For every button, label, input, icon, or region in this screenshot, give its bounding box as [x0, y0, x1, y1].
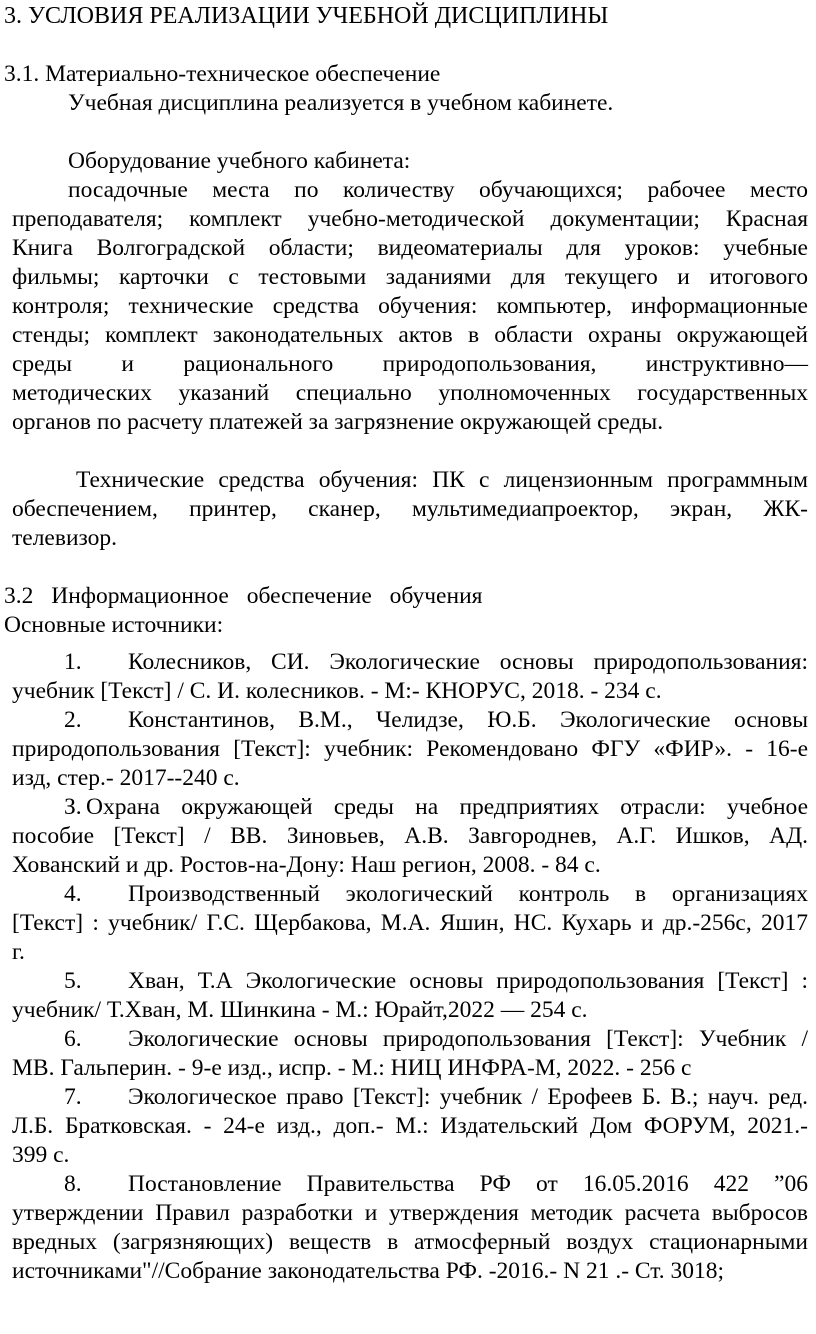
source-line: Константинов, В.М., Челидзе, Ю.Б. Экологические основы [128, 707, 808, 733]
source-item [12, 1083, 808, 1112]
equipment-line: Книга Волгоградской области; видеоматериалы для уроков: учебные [12, 235, 808, 261]
source-line: Хван, Т.А Экологические основы природопользования [Текст] : [128, 968, 808, 994]
equipment-line: среды и рационального природопользования, инструктивно— [12, 351, 808, 377]
source-line: учебник [Текст] / С. И. колесников. - М:- КНОРУС, 2018. - 234 с. [12, 678, 662, 704]
source-number: 8. [64, 1171, 82, 1197]
source-number: 5. [64, 968, 82, 994]
tech-line: обеспечением, принтер, сканер, мультимедиапроектор, экран, ЖК- [12, 496, 808, 522]
material-intro: Учебная дисциплина реализуется в учебном кабинете. [68, 90, 614, 116]
source-line: изд, стер.- 2017--240 с. [12, 765, 240, 791]
source-number: 1. [64, 649, 82, 675]
source-item [12, 648, 808, 677]
info-heading: 3.2 Информационное обеспечение обучения [4, 583, 483, 609]
equipment-line: стенды; комплект законодательных актов в области охраны окружающей [12, 322, 808, 348]
tech-line: Технические средства обучения: ПК с лицензионным программным [76, 467, 808, 493]
section-title: 3. УСЛОВИЯ РЕАЛИЗАЦИИ УЧЕБНОЙ ДИСЦИПЛИНЫ [4, 3, 609, 29]
equipment-line: фильмы; карточки с тестовыми заданиями для текущего и итогового [12, 264, 808, 290]
equipment-line: контроля; технические средства обучения: компьютер, информационные [12, 293, 808, 319]
source-number: 6. [64, 1026, 82, 1052]
source-number: 2. [64, 707, 82, 733]
source-number: З. [64, 794, 82, 820]
source-line: Производственный экологический контроль в организациях [128, 881, 808, 907]
source-item [12, 1025, 808, 1054]
source-line: Экологическое право [Текст]: учебник / Ерофеев Б. В.; науч. ред. [128, 1084, 808, 1110]
source-line: МВ. Гальперин. - 9-е изд., испр. - М.: НИЦ ИНФРА-М, 2022. - 256 с [12, 1055, 692, 1081]
equipment-line: органов по расчету платежей за загрязнение окружающей среды. [12, 409, 664, 435]
sources-label: Основные источники: [4, 612, 224, 638]
equipment-line: преподавателя; комплект учебно-методической документации; Красная [12, 206, 808, 232]
material-heading: 3.1. Материально-техническое обеспечение [4, 61, 441, 87]
tech-line: телевизор. [12, 525, 118, 551]
source-line: учебник/ Т.Хван, М. Шинкина - М.: Юрайт,2022 — 254 с. [12, 997, 588, 1023]
source-line: пособие [Текст] / ВВ. Зиновьев, А.В. Завгороднев, А.Г. Ишков, АД. [12, 823, 808, 849]
source-number: 7. [64, 1084, 82, 1110]
source-line: г. [12, 939, 25, 965]
source-line: источниками"//Собрание законодательства РФ. -2016.- N 21 .- Ст. 3018; [12, 1258, 725, 1284]
source-line: Л.Б. Братковская. - 24-е изд., доп.- М.: Издательский Дом ФОРУМ, 2021.- [12, 1113, 808, 1139]
source-line: Колесников, СИ. Экологические основы природопользования: [128, 649, 808, 675]
equipment-line: посадочные места по количеству обучающихся; рабочее место [68, 177, 808, 203]
source-item [12, 1170, 808, 1199]
equipment-heading: Оборудование учебного кабинета: [68, 148, 411, 174]
source-line: природопользования [Текст]: учебник: Рекомендовано ФГУ «ФИР». - 16-е [12, 736, 808, 762]
source-line: Постановление Правительства РФ от 16.05.2016 422 ”06 [128, 1171, 808, 1197]
source-item [12, 706, 808, 735]
source-line: [Текст] : учебник/ Г.С. Щербакова, М.А. Яшин, НС. Кухарь и др.-256с, 2017 [12, 910, 808, 936]
source-item [12, 967, 808, 996]
source-item [12, 793, 808, 822]
source-line: Хованский и др. Ростов-на-Дону: Наш регион, 2008. - 84 с. [12, 852, 601, 878]
source-line: утверждении Правил разработки и утверждения методик расчета выбросов [12, 1200, 808, 1226]
equipment-line: методических указаний специально уполномоченных государственных [12, 380, 808, 406]
source-line: 399 с. [12, 1142, 70, 1168]
source-line: вредных (загрязняющих) веществ в атмосферный воздух стационарными [12, 1229, 808, 1255]
source-number: 4. [64, 881, 82, 907]
source-line: Охрана окружающей среды на предприятиях отрасли: учебное [86, 794, 808, 820]
source-line: Экологические основы природопользования [Текст]: Учебник / [128, 1026, 808, 1052]
source-item [12, 880, 808, 909]
